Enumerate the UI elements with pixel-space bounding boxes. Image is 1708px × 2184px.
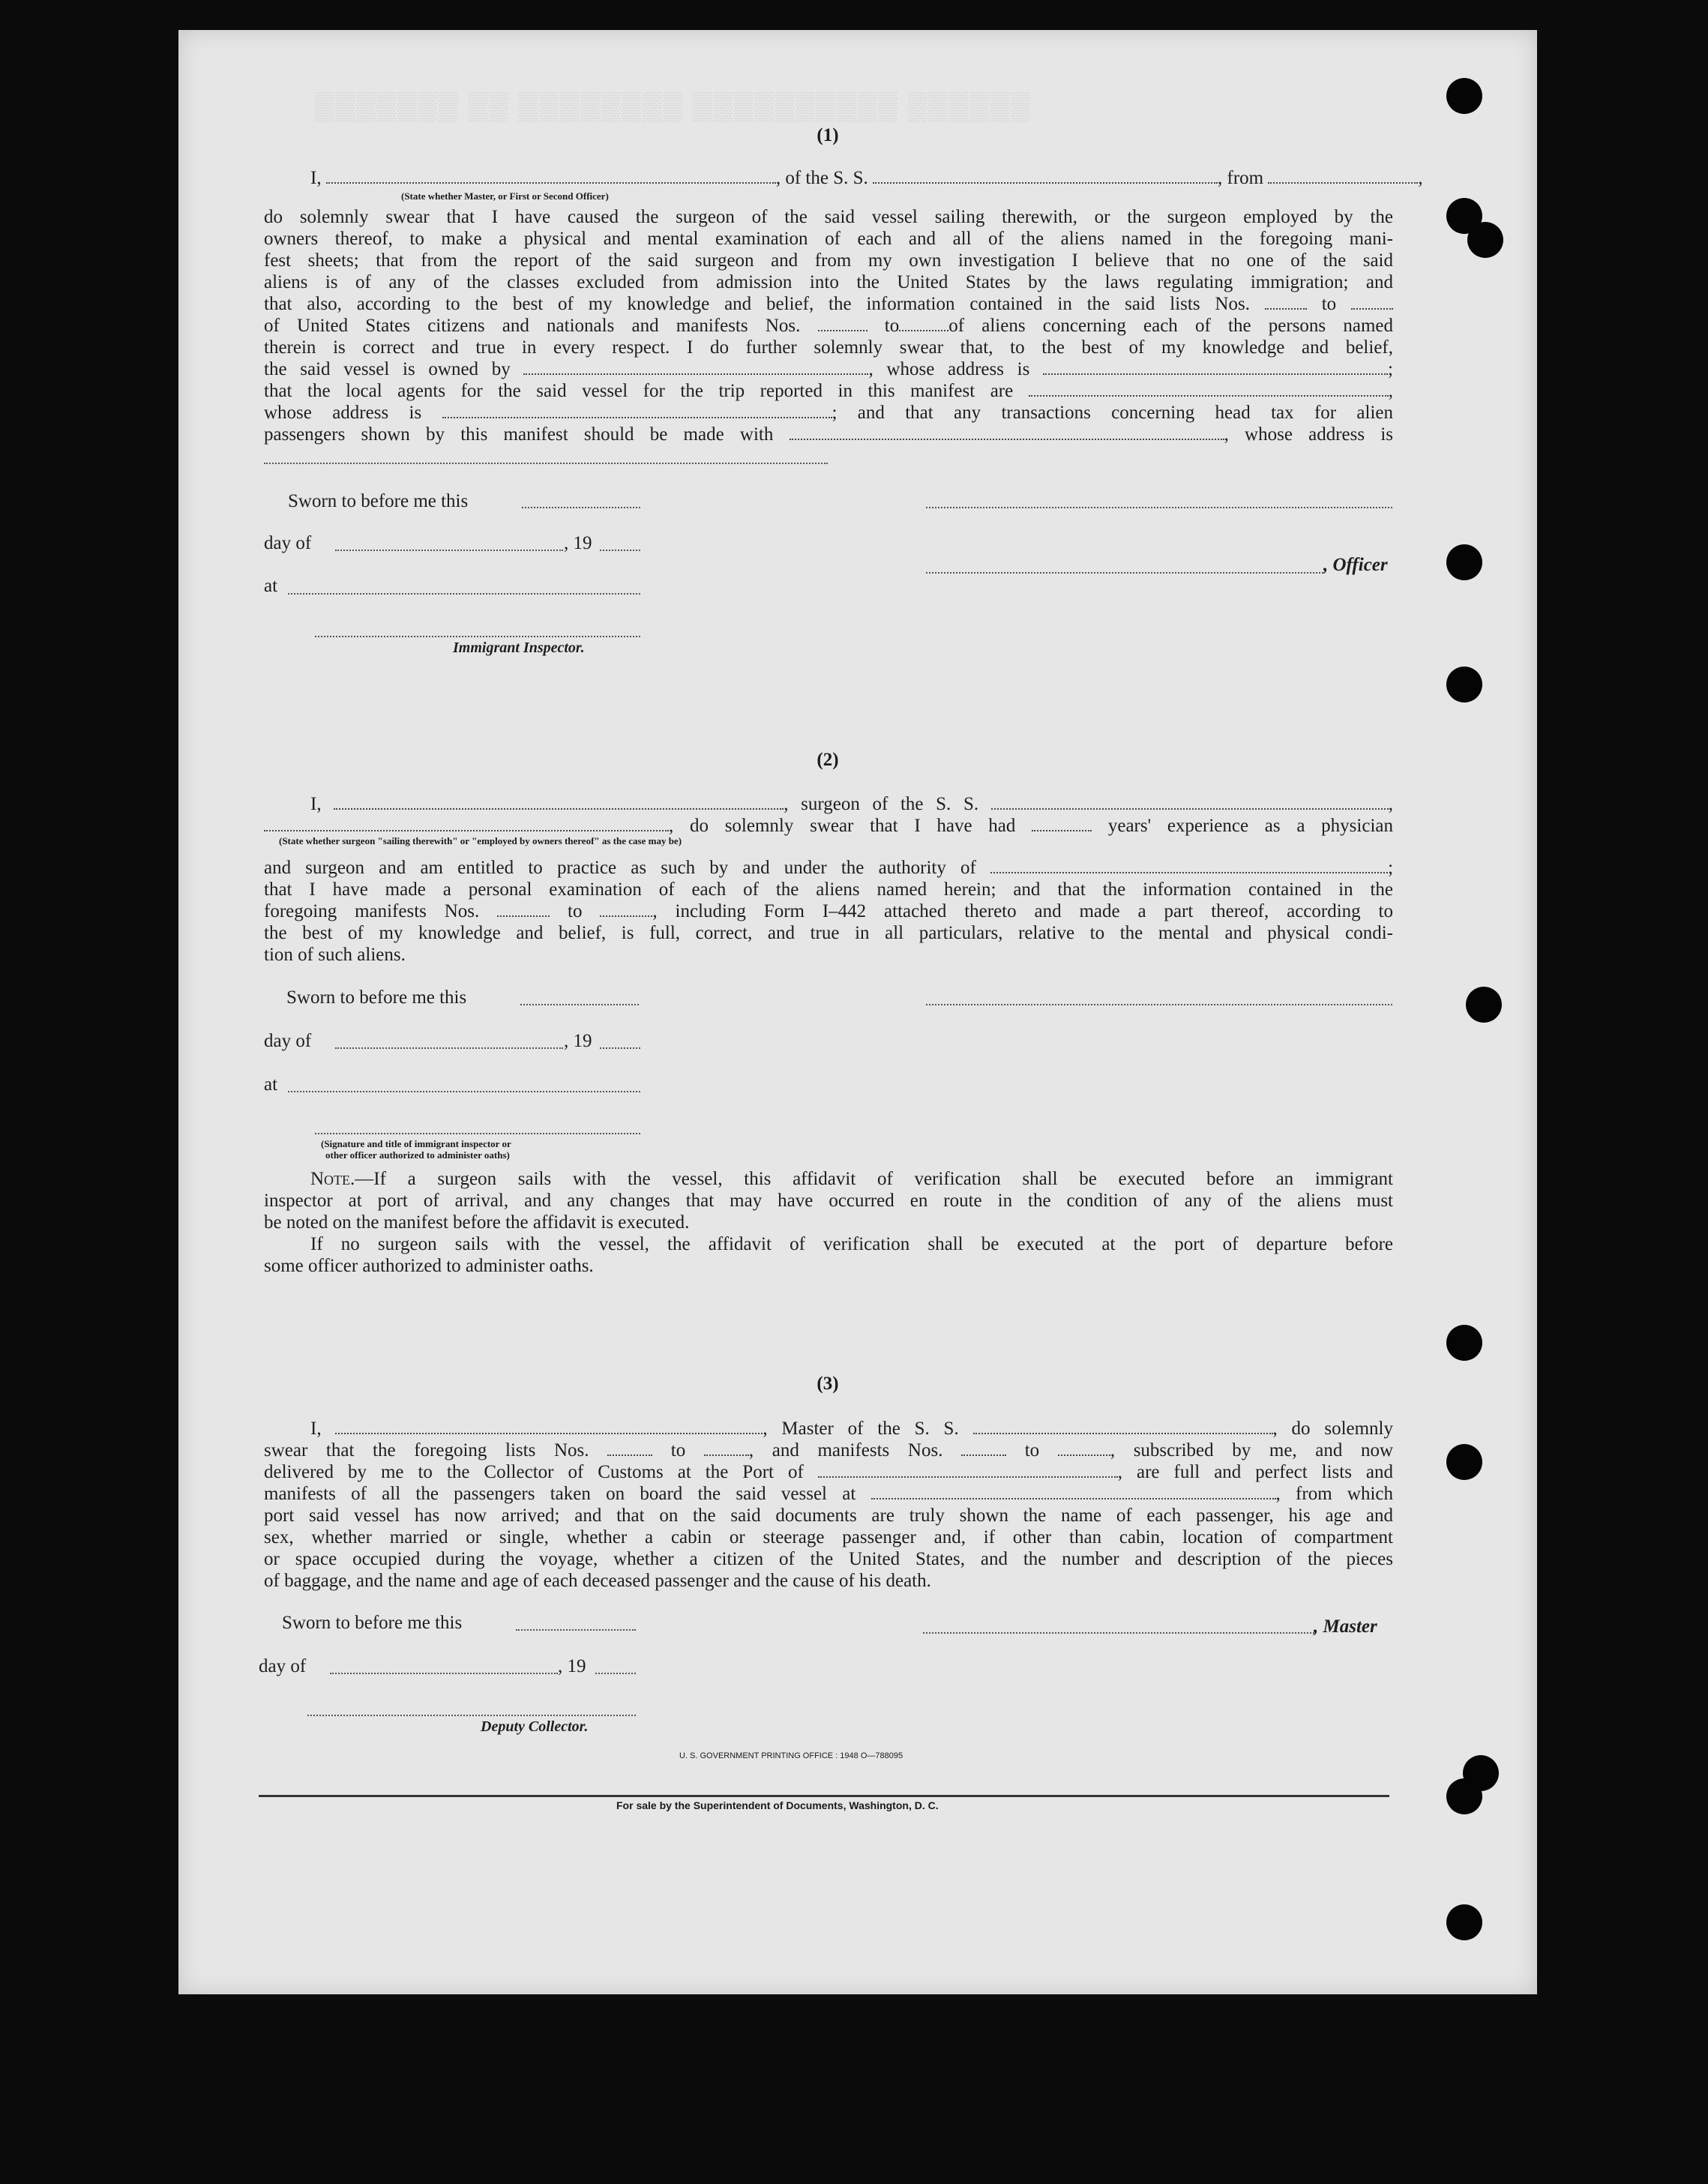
sworn-label: Sworn to before me this — [288, 491, 469, 511]
day-field — [335, 550, 563, 551]
day-field — [330, 1673, 558, 1674]
signature-caption: (Signature and title of immigrant inspector or — [321, 1138, 511, 1149]
day-of-label: day of — [264, 533, 312, 553]
master-label: , Master — [1314, 1616, 1377, 1637]
place-field — [288, 1091, 640, 1092]
year-field — [595, 1673, 636, 1674]
field-caption: (State whether surgeon "sailing therewith" or "employed by owners thereof" as the case may be) — [279, 835, 682, 846]
binder-hole — [1467, 222, 1503, 258]
printing-office-imprint: U. S. GOVERNMENT PRINTING OFFICE : 1948 O—788095 — [679, 1751, 903, 1760]
day-of-label: day of — [259, 1656, 307, 1676]
binder-hole — [1446, 78, 1482, 114]
date-field — [516, 1629, 636, 1631]
binder-hole — [1446, 667, 1482, 703]
sworn-label: Sworn to before me this — [286, 987, 467, 1008]
signature-caption: other officer authorized to administer oaths) — [325, 1149, 510, 1161]
sworn-label: Sworn to before me this — [282, 1613, 463, 1633]
day-field — [335, 1047, 563, 1049]
fill-line: I, , surgeon of the S. S. , — [310, 794, 1394, 814]
footer-rule — [259, 1795, 1389, 1797]
binder-hole — [1446, 544, 1482, 580]
binder-hole — [1446, 1778, 1482, 1814]
year-field — [600, 1047, 640, 1049]
signature-line — [926, 1004, 1392, 1005]
year-label: , 19 — [564, 533, 592, 553]
date-field — [520, 1004, 639, 1005]
deputy-label: Deputy Collector. — [481, 1718, 589, 1735]
at-label: at — [264, 1074, 278, 1095]
at-label: at — [264, 576, 278, 596]
master-signature-line — [923, 1632, 1314, 1634]
field-caption: (State whether Master, or First or Second Officer) — [401, 190, 609, 202]
fill-line: I, , of the S. S. , from , — [310, 168, 1423, 188]
fill-line — [264, 463, 828, 464]
year-field — [600, 550, 640, 551]
inspector-label: Immigrant Inspector. — [453, 640, 585, 656]
date-field — [522, 507, 640, 508]
binder-hole — [1446, 1444, 1482, 1480]
place-field — [288, 593, 640, 595]
binder-hole — [1446, 1904, 1482, 1940]
bleed-through-marks: ▒▒▒▒▒▒▒ ▒▒ ▒▒▒▒▒▒▒▒ ▒▒▒▒▒▒▒▒▒▒ ▒▒▒▒▒▒ — [315, 90, 1032, 121]
inspector-signature-line — [315, 1133, 640, 1134]
section-number: (1) — [817, 125, 839, 145]
officer-label: , Officer — [1323, 555, 1388, 575]
binder-hole — [1446, 1325, 1482, 1361]
section-number: (2) — [817, 750, 839, 770]
signature-line — [926, 507, 1392, 508]
year-label: , 19 — [558, 1656, 586, 1676]
fill-line: , do solemnly swear that I have had years' experience as a physician — [264, 815, 1393, 837]
for-sale-notice: For sale by the Superintendent of Documents, Washington, D. C. — [616, 1799, 939, 1811]
day-of-label: day of — [264, 1031, 312, 1051]
year-label: , 19 — [564, 1031, 592, 1051]
section-number: (3) — [817, 1374, 839, 1394]
binder-hole — [1466, 987, 1502, 1023]
officer-signature-line — [926, 572, 1323, 574]
